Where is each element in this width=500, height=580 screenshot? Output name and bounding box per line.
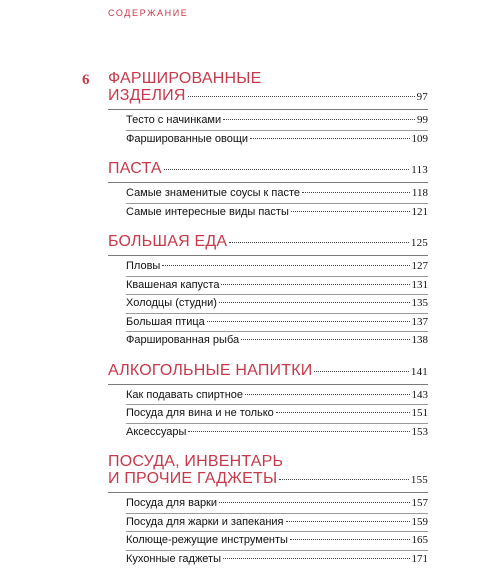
toc-entry[interactable] <box>126 204 428 222</box>
entry-label: Посуда для вина и не только <box>126 407 274 419</box>
section-divider <box>108 384 428 385</box>
entry-label: Кухонные гаджеты <box>126 552 221 565</box>
entry-label: Как подавать спиртное <box>126 388 244 401</box>
entry-page-number: 121 <box>411 205 428 218</box>
entry-page-number: 165 <box>411 534 428 546</box>
section-divider <box>108 492 428 493</box>
entry-label: Квашеная капуста <box>126 278 220 291</box>
section-title-row <box>108 160 428 179</box>
entry-page-number: 137 <box>411 315 428 328</box>
entry-page-number: 131 <box>411 278 428 291</box>
entry-list <box>108 258 428 350</box>
toc-section <box>108 70 428 148</box>
section-divider <box>108 255 428 256</box>
toc-entry[interactable] <box>126 424 428 442</box>
entry-page-number: 99 <box>417 114 428 126</box>
section-page-number: 97 <box>416 91 428 103</box>
toc-entry[interactable] <box>126 332 428 350</box>
toc-entry[interactable] <box>126 387 428 406</box>
entry-page-number: 151 <box>411 407 428 419</box>
toc-section <box>108 160 428 221</box>
dot-leader <box>164 169 410 170</box>
entry-label: Холодцы (студни) <box>126 297 217 309</box>
section-divider <box>108 182 428 183</box>
section-title-row <box>108 470 428 489</box>
dot-leader <box>223 558 410 559</box>
entry-label: Аксессуары <box>126 425 187 438</box>
entry-page-number: 138 <box>411 334 428 346</box>
dot-leader <box>229 242 409 243</box>
entry-page-number: 118 <box>411 187 428 199</box>
dot-leader <box>221 284 409 285</box>
section-title[interactable] <box>108 453 428 489</box>
entry-page-number: 109 <box>411 132 428 145</box>
dot-leader <box>188 431 409 432</box>
entry-list <box>108 495 428 568</box>
entry-label: Самые знаменитые соусы к пасте <box>126 187 301 199</box>
entry-list <box>108 112 428 148</box>
toc-entry[interactable] <box>126 258 428 277</box>
dot-leader <box>188 96 415 97</box>
section-title-line: ПОСУДА, ИНВЕНТАРЬ <box>108 453 284 470</box>
dot-leader <box>290 539 410 540</box>
entry-label: Самые интересные виды пасты <box>126 205 289 218</box>
entry-label: Фаршированная рыба <box>126 334 240 346</box>
section-title-row <box>108 233 428 252</box>
table-of-contents <box>108 70 428 580</box>
section-title-line: И ПРОЧИЕ ГАДЖЕТЫ <box>108 470 278 487</box>
toc-entry[interactable] <box>126 314 428 333</box>
entry-label: Пловы <box>126 260 161 272</box>
section-title-line: ФАРШИРОВАННЫЕ <box>108 70 262 87</box>
dot-leader <box>245 394 409 395</box>
entry-page-number: 135 <box>411 297 428 309</box>
section-title-line: ИЗДЕЛИЯ <box>108 87 186 104</box>
dot-leader <box>241 339 409 340</box>
dot-leader <box>219 502 409 503</box>
dot-leader <box>250 138 409 139</box>
entry-label: Большая птица <box>126 315 205 328</box>
entry-list <box>108 387 428 442</box>
running-head: СОДЕРЖАНИЕ <box>108 8 189 18</box>
section-title-line: АЛКОГОЛЬНЫЕ НАПИТКИ <box>108 361 313 379</box>
entry-page-number: 157 <box>411 497 428 509</box>
dot-leader <box>219 302 410 303</box>
toc-entry[interactable] <box>126 514 428 533</box>
toc-entry[interactable] <box>126 112 428 131</box>
section-page-number: 113 <box>411 164 428 176</box>
toc-section <box>108 362 428 442</box>
dot-leader <box>286 521 410 522</box>
section-title[interactable] <box>108 160 428 179</box>
section-title[interactable] <box>108 362 428 381</box>
toc-entry[interactable] <box>126 131 428 149</box>
entry-page-number: 153 <box>411 425 428 438</box>
dot-leader <box>276 412 410 413</box>
entry-label: Фаршированные овощи <box>126 132 249 145</box>
toc-entry[interactable] <box>126 185 428 204</box>
entry-label: Посуда для жарки и запекания <box>126 515 284 528</box>
dot-leader <box>291 211 410 212</box>
toc-section <box>108 453 428 568</box>
chapter-number: 6 <box>82 72 90 88</box>
toc-entry[interactable] <box>126 277 428 296</box>
dot-leader <box>223 119 415 120</box>
toc-entry[interactable] <box>126 551 428 569</box>
section-title[interactable] <box>108 233 428 252</box>
section-title[interactable] <box>108 70 428 106</box>
toc-entry[interactable] <box>126 295 428 314</box>
dot-leader <box>314 371 408 372</box>
section-title-line: БОЛЬШАЯ ЕДА <box>108 233 228 250</box>
toc-entry[interactable] <box>126 495 428 514</box>
entry-page-number: 127 <box>411 260 428 272</box>
section-page-number: 141 <box>410 365 428 378</box>
dot-leader <box>279 479 409 480</box>
section-title-line: ПАСТА <box>108 160 162 177</box>
entry-label: Тесто с начинками <box>126 114 222 126</box>
section-divider <box>108 109 428 110</box>
entry-list <box>108 185 428 221</box>
dot-leader <box>162 265 409 266</box>
entry-page-number: 171 <box>411 552 428 565</box>
section-title-row <box>108 87 428 106</box>
entry-page-number: 159 <box>411 515 428 528</box>
section-title-row <box>108 362 428 381</box>
entry-label: Колюще-режущие инструменты <box>126 534 288 546</box>
section-page-number: 125 <box>410 237 428 249</box>
section-page-number: 155 <box>410 474 428 486</box>
toc-entry[interactable] <box>126 405 428 424</box>
toc-entry[interactable] <box>126 532 428 551</box>
entry-label: Посуда для варки <box>126 497 218 509</box>
dot-leader <box>302 192 410 193</box>
dot-leader <box>207 321 410 322</box>
entry-page-number: 143 <box>411 388 428 401</box>
toc-section <box>108 233 428 350</box>
